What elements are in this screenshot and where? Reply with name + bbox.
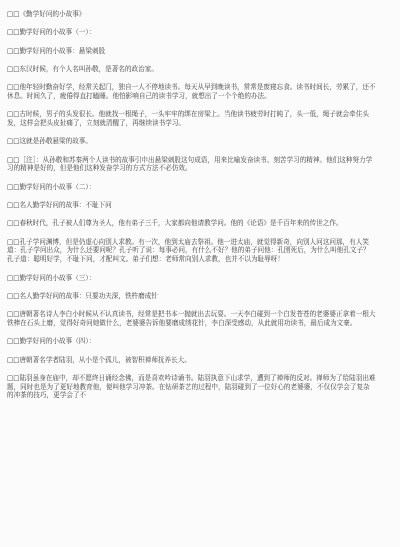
paragraph: □□唐朝著名学者陆羽，从小是个孤儿，被智积禅师抚养长大。 bbox=[7, 355, 191, 364]
paragraph: □□唐朝著名诗人李白小时候从不认真读书，经常是把书本一抛就出去玩耍。一天李白碰到一个白发苍苍的老婆婆正拿着一根大铁棒在石头上磨，觉得好奇问她做什么，老婆婆告诉他要磨成绣花针，李白深受感动，从此就用功读书，最后成为文豪。 bbox=[7, 310, 376, 327]
note-paragraph: □□［注］：从孙敬和苏秦两个人读书的故事引申出悬梁刺股这句成语，用来比喻发奋读书、刻苦学习的精神。他们这种努力学习的精神是好的，但是他们这种发奋学习的方式方法不必仿效。 bbox=[7, 155, 373, 173]
story-heading-3: □□勤学好问的小故事（三）： bbox=[7, 273, 96, 282]
paragraph: □□古时候，男子的头发很长。他就找一根绳子，一头牢牢的绑在房梁上。当他读书疲劳时打盹了，头一低，绳子就会牵住头发，这样会把头皮扯痛了，立刻就清醒了，再继续读书学习。 bbox=[7, 110, 369, 128]
paragraph: □□孔子学问渊博，但是仍虚心向别人求教。有一次，他到太庙去祭祖。他一进太庙，就觉得新奇，向别人问这问那，有人笑道：孔子学问出众，为什么还要问呢？孔子听了说：每事必问，有什么不好？他的弟子问他：孔圉死后，为什么叫他孔文子？孔子道：聪明好学，不耻下问，才配叫文。弟子们想：老师常向别人求教，也并不以为耻辱呀！ bbox=[7, 237, 370, 264]
paragraph: □□他年轻时勤奋好学，经常关起门，独自一人不停地读书。每天从早到晚读书，常常是废寝忘食。读书时间长，劳累了，还不休息。时间久了，疲倦得直打瞌睡。他怕影响自己的读书学习，就想出了一个个绝的办法。 bbox=[7, 83, 376, 100]
story-heading-1: □□勤学好问的小故事（一）： bbox=[7, 28, 96, 37]
story-subtitle-1: □□勤学好问的小故事：悬梁刺股 bbox=[7, 46, 106, 55]
story-subtitle-2: □□名人勤学好问的故事：不耻下问 bbox=[7, 201, 112, 210]
story-subtitle-3: □□名人勤学好问的故事：只要功夫深，铁杵磨成针 bbox=[7, 291, 158, 300]
paragraph: □□东汉时候，有个人名叫孙敬，是著名的政治家。 bbox=[7, 64, 158, 73]
story-heading-4: □□勤学好问的小故事（四）： bbox=[7, 337, 96, 346]
paragraph: □□春秋时代，孔子被人们尊为圣人，他有弟子三千，大家都向他请教学问。他的《论语》是千百年来的传世之作。 bbox=[7, 219, 343, 228]
paragraph: □□这就是孙敬悬梁的故事。 bbox=[7, 137, 92, 146]
doc-title: □□《勤学好问的小故事》 bbox=[7, 10, 86, 18]
story-heading-2: □□勤学好问的小故事（二）： bbox=[7, 182, 96, 191]
paragraph: □□陆羽虽身在庙中，却不愿终日诵经念佛，而是喜欢吟诗诵书。陆羽执意下山求学，遭到了禅师的反对。禅师为了给陆羽出难题，同时也是为了更好地教育他，便叫他学习冲茶。在钻研茶艺的过程中，陆羽碰到了一位好心的老婆婆，不仅仅学会了复杂的冲茶的技巧，更学会了不 bbox=[7, 373, 376, 400]
